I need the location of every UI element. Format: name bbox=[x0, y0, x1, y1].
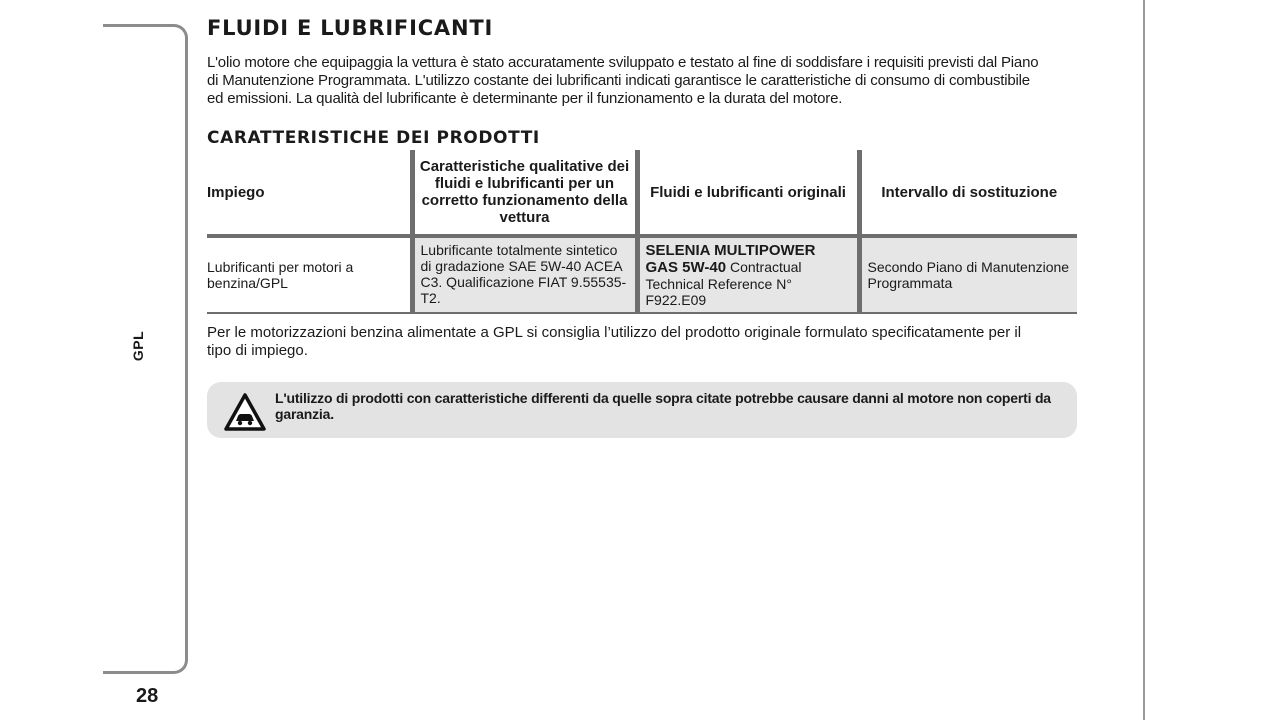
cell-caratteristiche: Lubrificante totalmente sintetico di gradazione SAE 5W-40 ACEA C3. Qualificazione FIAT 9.55535-T2. bbox=[412, 236, 637, 313]
cell-prodotto bbox=[637, 236, 859, 313]
table-row bbox=[207, 236, 1077, 313]
right-divider bbox=[1143, 0, 1145, 720]
product-name: SELENIA MULTIPOWER GAS 5W-40 bbox=[645, 242, 816, 276]
page-title: FLUIDI E LUBRIFICANTI bbox=[207, 16, 494, 40]
header-intervallo: Intervallo di sostituzione bbox=[859, 150, 1077, 236]
section-title: CARATTERISTICHE DEI PRODOTTI bbox=[207, 128, 540, 148]
warning-box bbox=[207, 382, 1077, 438]
header-fluidi-originali: Fluidi e lubrificanti originali bbox=[637, 150, 859, 236]
products-table bbox=[207, 150, 1077, 314]
warning-text: L'utilizzo di prodotti con caratteristiche differenti da quelle sopra citate potrebbe causare danni al motore non coperti da garanzia. bbox=[275, 390, 1051, 422]
car-warning-triangle-icon bbox=[223, 392, 267, 432]
gpl-note: Per le motorizzazioni benzina alimentate a GPL si consiglia l’utilizzo del prodotto originale formulato specificatamente per il tipo di impiego. bbox=[207, 324, 1022, 359]
intro-paragraph: L'olio motore che equipaggia la vettura è stato accuratamente sviluppato e testato al fine di soddisfare i requisiti previsti dal Piano di Manutenzione Programmata. L'utilizzo costante dei lubrificanti indicati garantisce le caratteristiche di consumo di combustibile ed emissioni. La qualità del lubrificante è determinante per il funzionamento e la durata del motore. bbox=[207, 54, 1039, 107]
section-side-label: GPL bbox=[130, 330, 146, 362]
page-content bbox=[207, 16, 1077, 438]
cell-impiego: Lubrificanti per motori a benzina/GPL bbox=[207, 236, 412, 313]
table-header-row bbox=[207, 150, 1077, 236]
header-impiego: Impiego bbox=[207, 183, 265, 201]
cell-intervallo: Secondo Piano di Manutenzione Programmata bbox=[859, 236, 1077, 313]
page-number: 28 bbox=[136, 685, 159, 707]
header-caratteristiche: Caratteristiche qualitative dei fluidi e lubrificanti per un corretto funzionamento della vettura bbox=[412, 150, 637, 236]
product-reference: Contractual Technical Reference N° F922.E09 bbox=[645, 259, 802, 308]
